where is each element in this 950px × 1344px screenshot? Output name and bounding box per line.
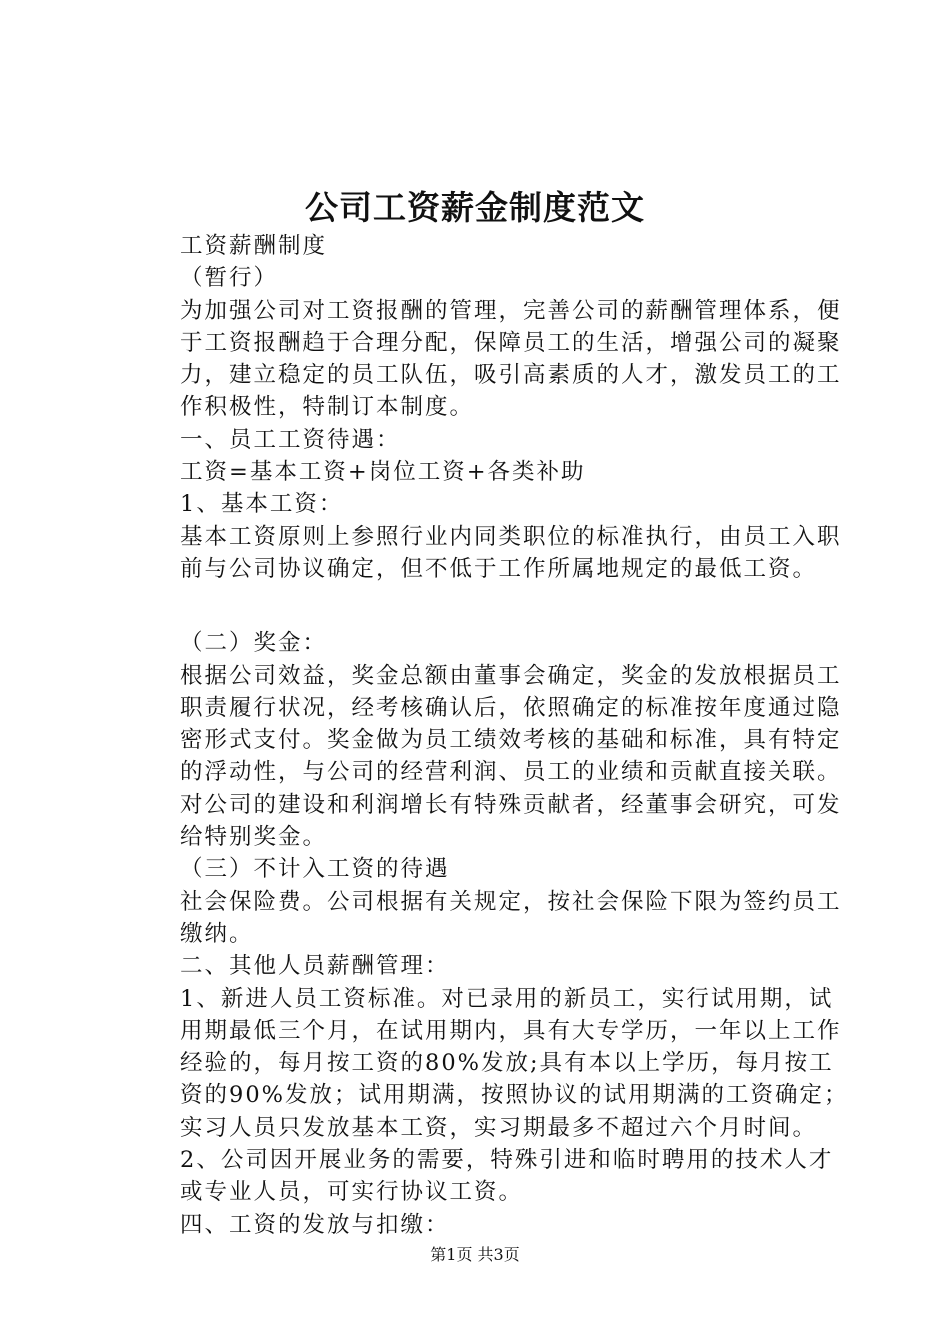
document-body [130, 230, 850, 1241]
paragraph-wage-formula: 工资=基本工资+岗位工资+各类补助 [180, 459, 586, 486]
heading-section-4: 四、工资的发放与扣缴： [180, 1211, 450, 1238]
paragraph-base-salary: 基本工资原则上参照行业内同类职位的标准执行，由员工入职前与公司协议确定，但不低于工作所属地规定的最低工资。 [180, 523, 842, 582]
paragraph-purpose: 为加强公司对工资报酬的管理，完善公司的薪酬管理体系，便于工资报酬趋于合理分配，保障员工的生活，增强公司的凝聚力，建立稳定的员工队伍，吸引高素质的人才，激发员工的工作积极性，特制订本制度。 [180, 297, 842, 421]
heading-non-wage-benefits: （三）不计入工资的待遇 [180, 856, 450, 883]
page-title: 公司工资薪金制度范文 [305, 188, 645, 227]
heading-base-salary: 1、基本工资： [180, 491, 344, 518]
paragraph-gap [130, 585, 850, 627]
heading-bonus: （二）奖金： [180, 630, 328, 657]
paragraph-social-insurance: 社会保险费。公司根据有关规定，按社会保险下限为签约员工缴纳。 [180, 888, 842, 947]
page-footer: 第1页 共3页 [430, 1245, 520, 1264]
paragraph-special-staff: 2、公司因开展业务的需要，特殊引进和临时聘用的技术人才或专业人员，可实行协议工资。 [180, 1147, 834, 1206]
paragraph-bonus: 根据公司效益，奖金总额由董事会确定，奖金的发放根据员工职责履行状况，经考核确认后，依照确定的标准按年度通过隐密形式支付。奖金做为员工绩效考核的基础和标准，具有特定的浮动性，与公司的经营利润、员工的业绩和贡献直接关联。对公司的建设和利润增长有特殊贡献者，经董事会研究，可发给特别奖金。 [180, 662, 842, 851]
paragraph-new-staff: 1、新进人员工资标准。对已录用的新员工，实行试用期，试用期最低三个月，在试用期内，具有大专学历，一年以上工作经验的，每月按工资的80%发放;具有本以上学历，每月按工资的90%发放；试用期满，按照协议的试用期满的工资确定；实习人员只发放基本工资，实习期最多不超过六个月时间。 [180, 985, 849, 1141]
heading-section-1: 一、员工工资待遇： [180, 426, 401, 453]
paragraph-provisional: （暂行） [180, 265, 279, 292]
paragraph-subtitle: 工资薪酬制度 [180, 233, 328, 259]
heading-section-2: 二、其他人员薪酬管理： [180, 953, 450, 980]
